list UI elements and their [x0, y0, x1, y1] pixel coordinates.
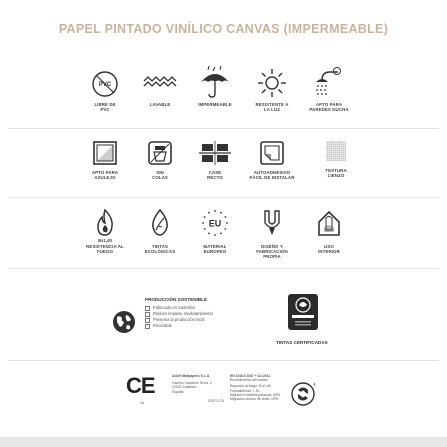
- ce-year: 18: [140, 401, 144, 405]
- eu-material-icon: [200, 208, 230, 238]
- standard: EN 15102:2007 + A1:2011: [230, 374, 271, 378]
- feature-label: MATERIAL EUROPEO: [203, 244, 227, 254]
- waterproof-umbrella-icon: [197, 64, 233, 100]
- doc-number: DOP2-074: [207, 398, 224, 403]
- svg-text:PVC: PVC: [98, 82, 112, 88]
- feature-label: SIN COLAS: [152, 170, 168, 180]
- svg-text:®: ®: [313, 382, 316, 387]
- svg-text:EU: EU: [208, 218, 222, 229]
- feature-label: LAVABLE: [149, 102, 171, 107]
- fire-resistance-icon: [91, 208, 119, 238]
- fire-class: Bs1,d0: [98, 238, 112, 243]
- feature-indoor-use: [294, 208, 364, 254]
- washable-icon: [141, 68, 179, 100]
- list-item: Reciclable: [145, 323, 255, 329]
- checkbox-icon: [145, 324, 150, 329]
- divider: [8, 197, 439, 198]
- spec-line: Formaldehído: < E1: [230, 388, 260, 393]
- ce-company-block: [172, 374, 224, 403]
- feature-label: IMPERMEABLE: [198, 102, 232, 107]
- spec-line: Migración metales pesados: NPD: [230, 392, 281, 397]
- self-adhesive-icon: [259, 140, 285, 166]
- ce-mark: CE: [126, 373, 155, 398]
- feature-shower: [294, 66, 364, 112]
- no-glue-icon: [147, 140, 173, 166]
- tile-icon: [92, 140, 118, 166]
- spec-line: Migración cloruro de vinilo: NPD: [230, 397, 279, 402]
- feature-label: APTO PARA PAREDES DUCHA: [309, 102, 349, 112]
- feature-label: CASE RECTO: [207, 170, 223, 180]
- list-item: Fabricado en Castellón: [145, 305, 255, 311]
- company-name: Adolf Wallpapers S.L.U.: [172, 374, 211, 378]
- checkbox-icon: [145, 312, 150, 317]
- feature-label: USO INTERIOR: [318, 244, 340, 254]
- spec-line: Reacción al fuego: B-s1,d0: [230, 384, 271, 389]
- address-line: 12100 Castellón: [172, 385, 197, 390]
- list-item: Preserva la producción local: [145, 317, 255, 323]
- recycle-green-point-icon: [290, 381, 316, 412]
- sustainable-title: PRODUCCIÓN SOSTENIBLE: [145, 297, 208, 302]
- indoor-use-icon: [314, 208, 344, 238]
- feature-label: AUTOADHESIVO FÁCIL DE INSTALAR: [249, 170, 295, 180]
- divider: [8, 268, 439, 269]
- straight-match-icon: [198, 140, 232, 166]
- feature-label: DISEÑO Y FABRICACIÓN PROPIA: [256, 244, 288, 259]
- greenguard-badge: [288, 294, 318, 330]
- globe-icon: [112, 310, 136, 339]
- list-item: Reduce impacto medioambiental: [145, 311, 255, 317]
- feature-label: LIBRE DE PVC: [94, 102, 116, 112]
- certified-inks-label: TINTAS CERTIFICADAS: [276, 340, 328, 345]
- greenguard-logo-icon: [288, 294, 318, 330]
- feature-canvas-texture: [301, 140, 371, 178]
- checkbox-icon: [145, 318, 150, 323]
- ce-spec-block: [230, 374, 286, 401]
- bottom-band: [0, 437, 447, 447]
- feature-label: APTO PARA AZULEJO: [91, 170, 119, 180]
- feature-label: RESISTENCIA AL FUEGO: [86, 244, 124, 254]
- own-design-icon: [258, 208, 286, 238]
- shower-icon: [312, 66, 346, 100]
- light-resistant-sun-icon: [255, 66, 289, 100]
- eco-ink-icon: [146, 208, 174, 238]
- checkbox-icon: [145, 306, 150, 311]
- feature-self-adhesive: [237, 140, 307, 180]
- pvc-free-icon: [89, 68, 121, 100]
- address-line: España: [172, 389, 184, 394]
- divider: [8, 128, 439, 129]
- divider: [8, 360, 439, 361]
- description: Revestimiento decorativo: [230, 378, 269, 383]
- feature-label: TEXTURA LIENZO: [325, 168, 347, 178]
- ce-mark-block: [126, 375, 166, 405]
- page-title: PAPEL PINTADO VINÍLICO CANVAS (IMPERMEABLE): [58, 22, 389, 36]
- feature-label: RESISTENTE A LA LUZ: [255, 102, 289, 112]
- canvas-texture-icon: [325, 140, 347, 162]
- feature-label: TINTAS ECOLÓGICAS: [144, 244, 176, 254]
- sustainable-block: [145, 297, 255, 329]
- address-line: Camino Castellón Serra, 2: [172, 381, 212, 386]
